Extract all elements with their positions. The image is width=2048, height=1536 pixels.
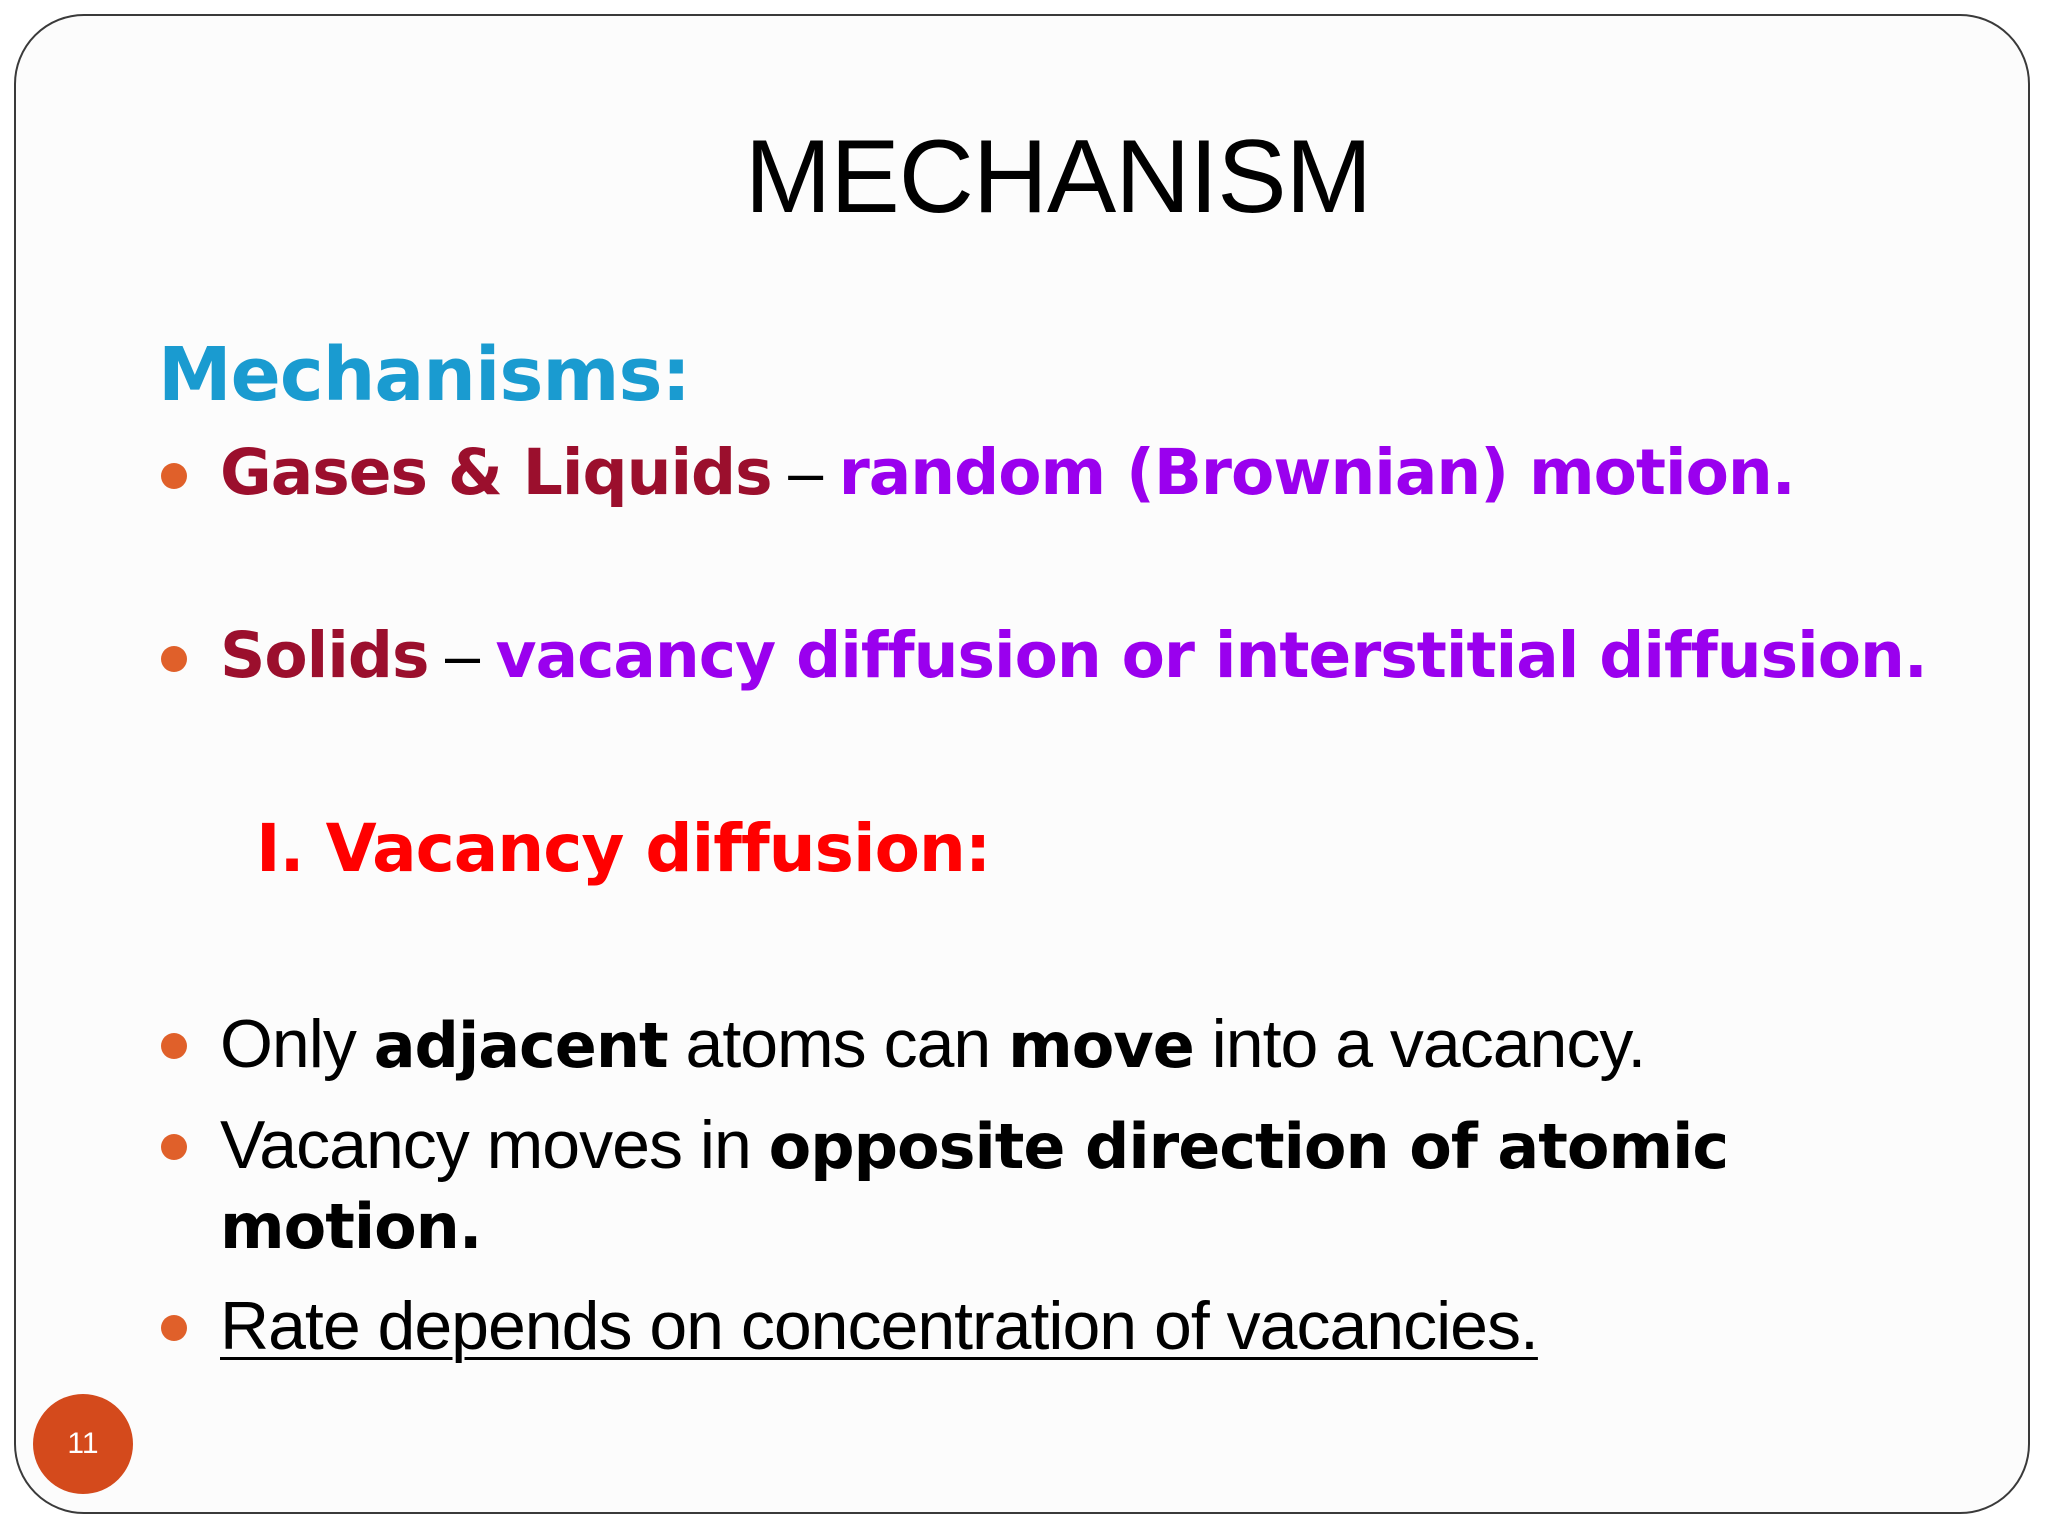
separator: –: [428, 621, 496, 691]
bullet-dot: [161, 646, 187, 672]
text-part-bold: opposite direction of atomic: [768, 1110, 1729, 1183]
text-part-underlined: Rate depends on concentration of vacancies.: [220, 1288, 1538, 1364]
bullet-dot: [161, 1033, 187, 1059]
term-text: Solids: [220, 619, 429, 692]
text-part: atoms can: [667, 1006, 1009, 1082]
bullet-dot: [161, 1134, 187, 1160]
text-part: Vacancy moves in: [220, 1107, 769, 1183]
separator: –: [771, 438, 839, 508]
text-part-bold: motion.: [220, 1190, 482, 1263]
mechanisms-heading: Mechanisms:: [158, 332, 691, 418]
text-part: Only: [220, 1006, 374, 1082]
text-part: into a vacancy.: [1193, 1006, 1646, 1082]
bullet-dot: [161, 463, 187, 489]
text-part-bold: move: [1008, 1009, 1194, 1082]
term-text: Gases & Liquids: [220, 436, 772, 509]
description-text: vacancy diffusion or interstitial diffusion.: [495, 619, 1927, 692]
description-text: random (Brownian) motion.: [838, 436, 1795, 509]
text-part-bold: adjacent: [373, 1009, 668, 1082]
bullet-dot: [161, 1315, 187, 1341]
slide-title: MECHANISM: [744, 119, 1372, 235]
vacancy-diffusion-subheading: I. Vacancy diffusion:: [256, 810, 991, 887]
page-number-badge: 11: [33, 1394, 133, 1494]
